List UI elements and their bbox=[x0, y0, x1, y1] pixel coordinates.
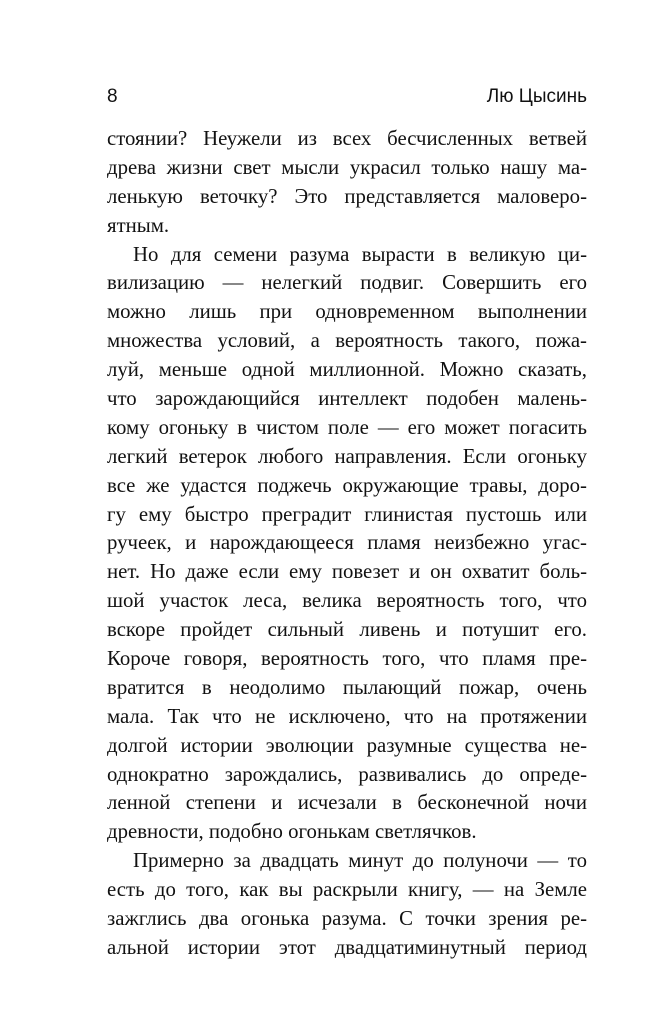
text-line: кому огоньку в чистом поле — его может погасить bbox=[107, 415, 587, 439]
text-line: что зарождающийся интеллект подобен малень- bbox=[107, 387, 587, 411]
text-line: Короче говоря, вероятность того, что пламя пре- bbox=[107, 647, 587, 671]
text-line: Примерно за двадцать минут до полуночи — то bbox=[133, 849, 587, 873]
text-line: ручеек, и нарождающееся пламя неизбежно угас- bbox=[107, 531, 587, 555]
text-line: множества условий, а вероятность такого, пожа- bbox=[107, 329, 587, 353]
text-line: древа жизни свет мысли украсил только нашу ма- bbox=[107, 155, 587, 179]
text-line: ленной степени и исчезали в бесконечной ночи bbox=[107, 791, 587, 815]
paragraph bbox=[107, 847, 587, 963]
text-line: ятным. bbox=[107, 213, 170, 237]
text-line: долгой истории эволюции разумные существа не- bbox=[107, 733, 587, 757]
text-line: зажглись два огонька разума. С точки зрения ре- bbox=[107, 907, 587, 931]
text-line: ленькую веточку? Это представляется маловеро- bbox=[107, 184, 587, 208]
text-line: древности, подобно огонькам светлячков. bbox=[107, 820, 477, 844]
page-number: 8 bbox=[107, 86, 118, 107]
text-line: луй, меньше одной миллионной. Можно сказать, bbox=[107, 358, 587, 382]
text-line: мала. Так что не исключено, что на протяжении bbox=[107, 704, 587, 728]
text-line: все же удастся поджечь окружающие травы, доро- bbox=[107, 473, 587, 497]
text-line: вскоре пройдет сильный ливень и потушит его. bbox=[107, 618, 587, 642]
text-line: альной истории этот двадцатиминутный период bbox=[107, 935, 587, 959]
text-line: вилизацию — нелегкий подвиг. Совершить его bbox=[107, 271, 587, 295]
text-body bbox=[107, 125, 587, 963]
book-author: Лю Цысинь bbox=[486, 86, 587, 107]
text-line: однократно зарождались, развивались до опреде- bbox=[107, 762, 587, 786]
text-line: гу ему быстро преградит глинистая пустошь или bbox=[107, 502, 587, 526]
text-line: легкий ветерок любого направления. Если огоньку bbox=[107, 444, 587, 468]
text-line: вратится в неодолимо пылающий пожар, очень bbox=[107, 675, 587, 699]
text-line: Но для семени разума вырасти в великую ци- bbox=[133, 242, 587, 266]
text-line: шой участок леса, велика вероятность того, что bbox=[107, 589, 587, 613]
paragraph bbox=[107, 125, 587, 241]
running-head bbox=[107, 84, 587, 110]
text-line: можно лишь при одновременном выполнении bbox=[107, 300, 587, 324]
paragraph bbox=[107, 241, 587, 848]
text-line: есть до того, как вы раскрыли книгу, — на Земле bbox=[107, 878, 587, 902]
text-line: стоянии? Неужели из всех бесчисленных ветвей bbox=[107, 127, 587, 150]
text-line: нет. Но даже если ему повезет и он охватит боль- bbox=[107, 560, 587, 584]
